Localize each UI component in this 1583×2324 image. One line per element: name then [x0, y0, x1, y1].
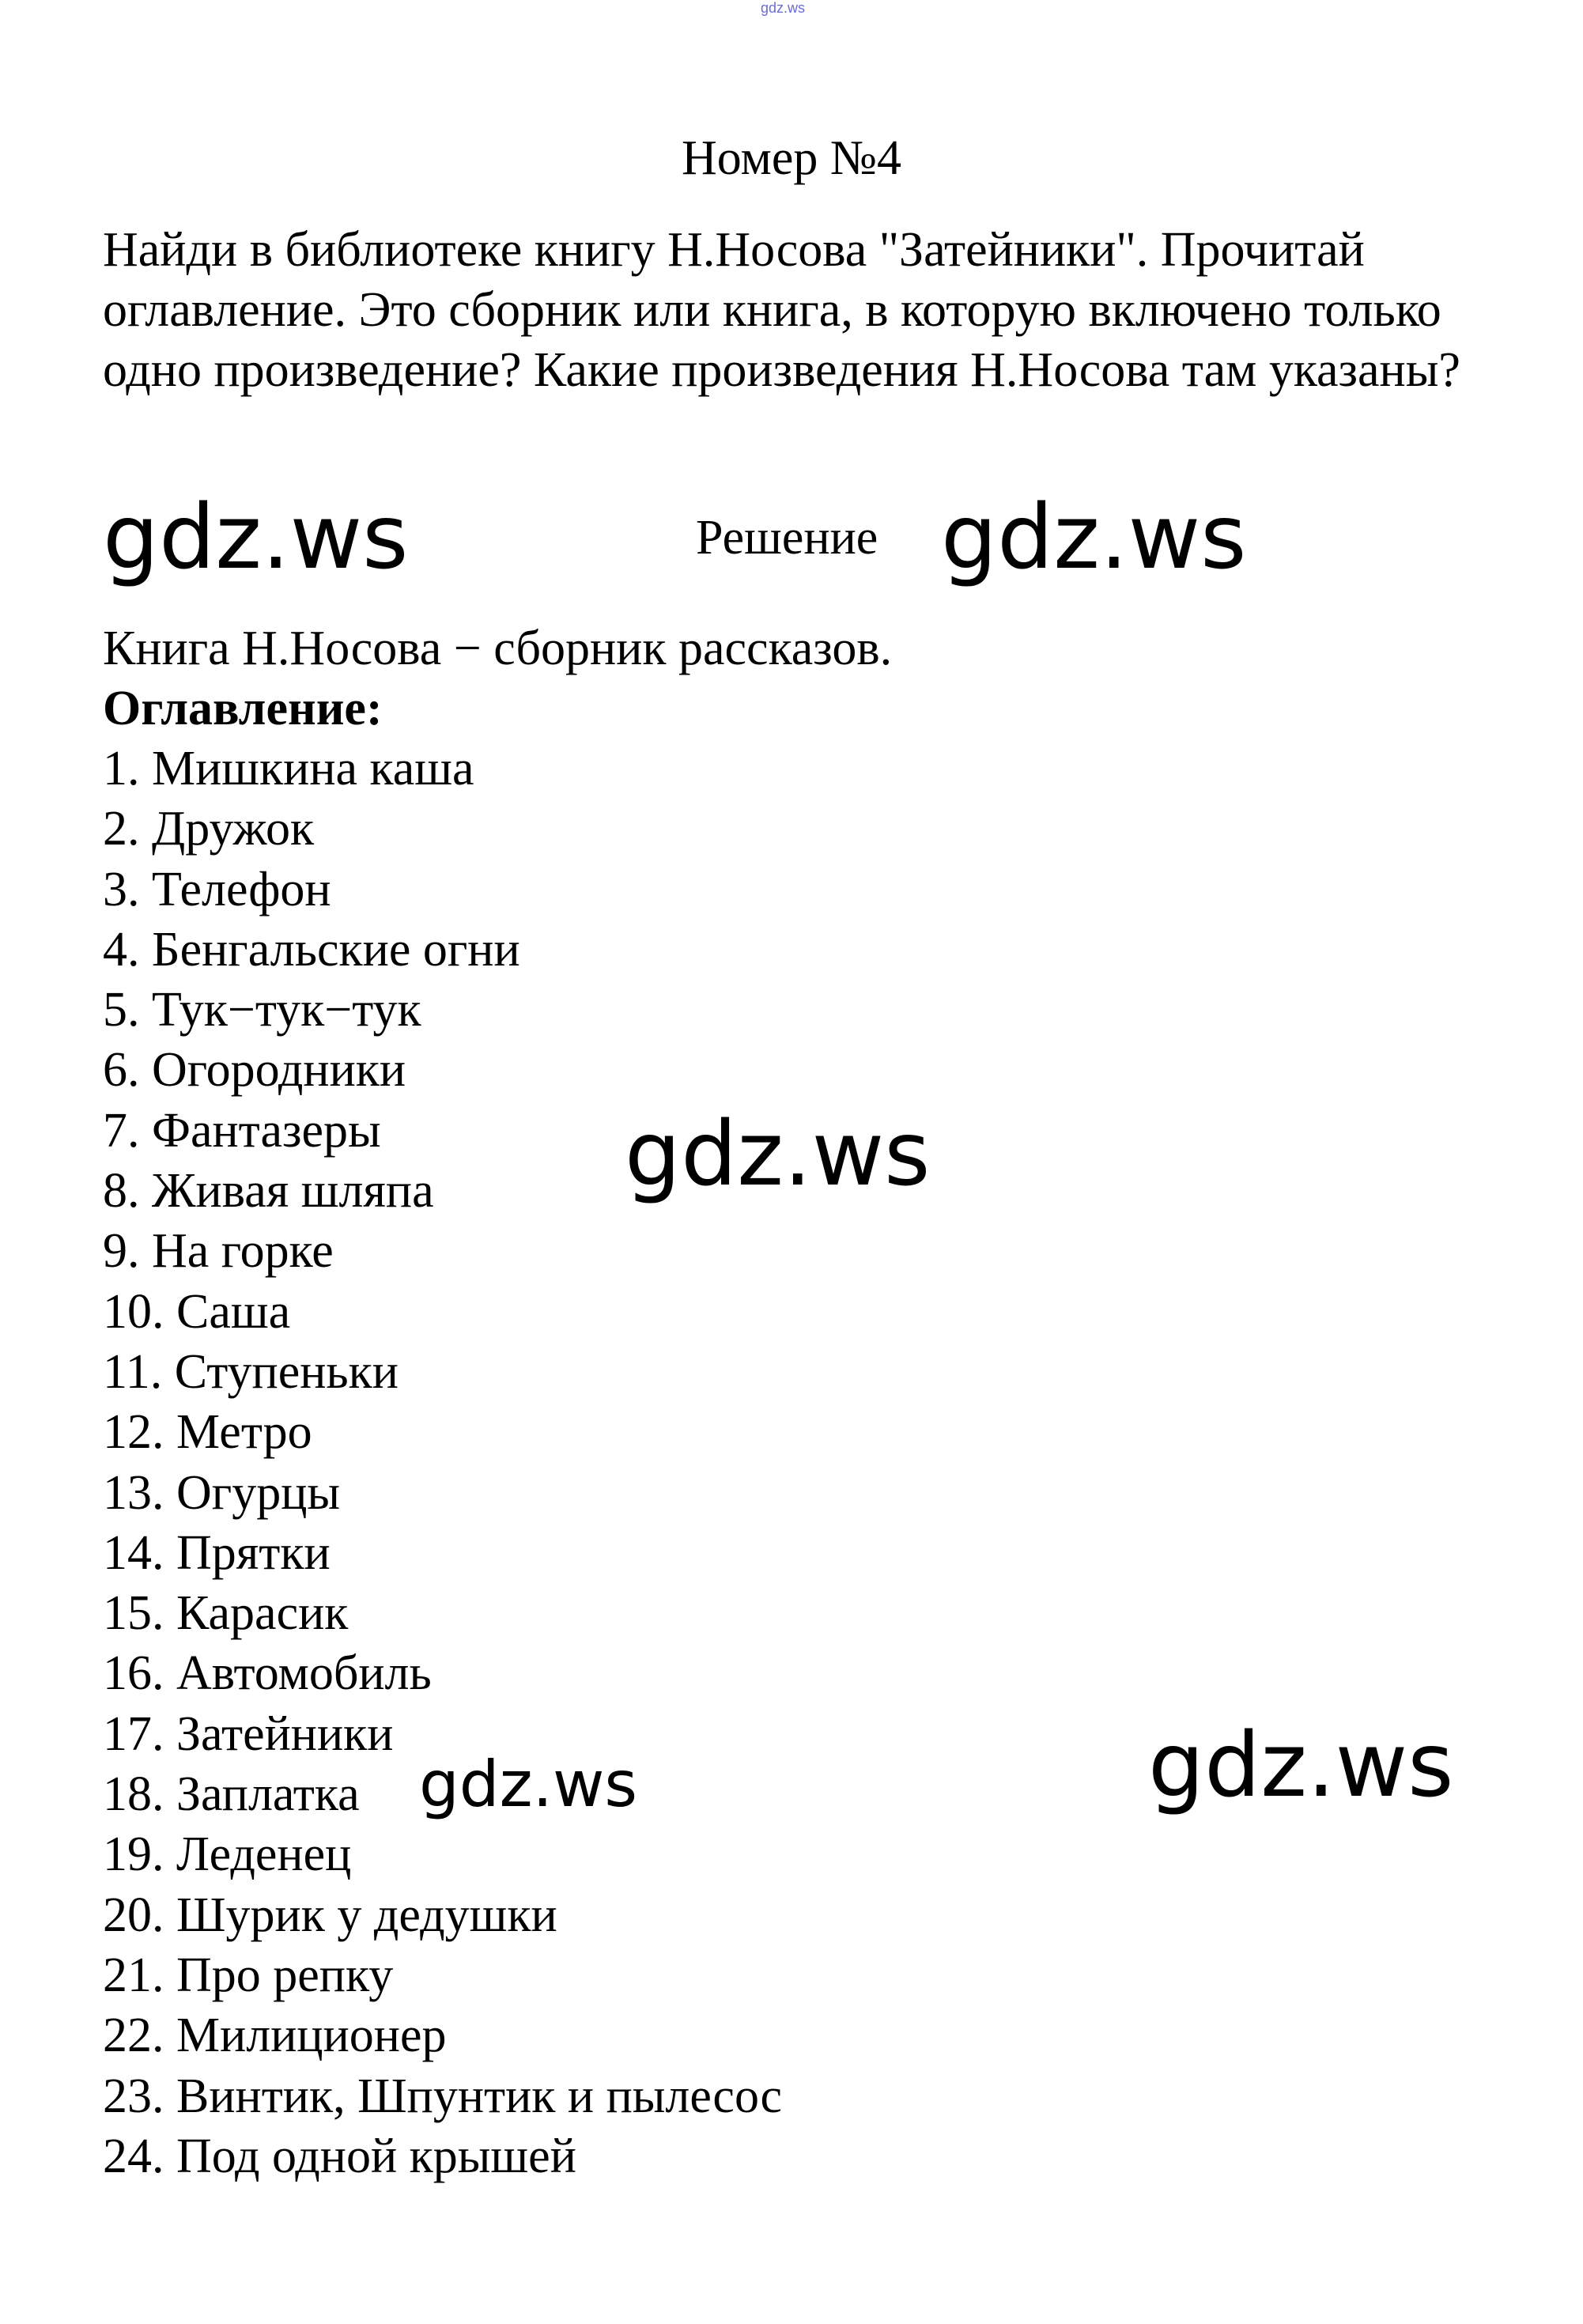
list-item: 5. Тук−тук−тук — [103, 983, 421, 1037]
task-text: Найди в библиотеке книгу Н.Носова "Затейники". Прочитай оглавление. Это сборник или книга, в которую включено только одно произведение? Какие произведения Н.Носова там указаны? — [103, 223, 1460, 397]
top-watermark: gdz.ws — [761, 0, 806, 16]
list-item: 18. Заплатка — [103, 1767, 360, 1822]
list-item: 8. Живая шляпа — [103, 1164, 434, 1219]
list-item: 2. Дружок — [103, 802, 315, 856]
watermark: gdz.ws — [419, 1748, 638, 1821]
list-item: 16. Автомобиль — [103, 1646, 432, 1701]
toc-list — [103, 739, 782, 2186]
watermark: gdz.ws — [625, 1103, 931, 1206]
toc-heading: Оглавление: — [103, 682, 383, 735]
list-item: 9. На горке — [103, 1224, 334, 1279]
list-item: 13. Огурцы — [103, 1465, 341, 1520]
list-item: 4. Бенгальские огни — [103, 922, 520, 977]
list-item: 19. Леденец — [103, 1827, 352, 1882]
list-item: 20. Шурик у дедушки — [103, 1888, 557, 1942]
list-item: 17. Затейники — [103, 1706, 394, 1761]
list-item: 11. Ступеньки — [103, 1344, 399, 1399]
page-title: Номер №4 — [681, 131, 901, 185]
list-item: 3. Телефон — [103, 862, 331, 916]
list-item: 15. Карасик — [103, 1586, 349, 1641]
list-item: 24. Под одной крышей — [103, 2129, 576, 2183]
answer-text: Книга Н.Носова − сборник рассказов. — [103, 622, 893, 675]
list-item: 14. Прятки — [103, 1525, 331, 1580]
list-item: 12. Метро — [103, 1405, 312, 1460]
watermark: gdz.ws — [941, 486, 1247, 589]
list-item: 23. Винтик, Шпунтик и пылесос — [103, 2069, 783, 2123]
watermark: gdz.ws — [103, 486, 409, 589]
watermark: gdz.ws — [1148, 1714, 1454, 1817]
list-item: 10. Саша — [103, 1284, 291, 1339]
solution-label: Решение — [696, 511, 878, 565]
list-item: 21. Про репку — [103, 1948, 394, 2002]
list-item: 22. Милиционер — [103, 2008, 447, 2063]
list-item: 6. Огородники — [103, 1043, 406, 1098]
list-item: 7. Фантазеры — [103, 1103, 381, 1158]
list-item: 1. Мишкина каша — [103, 742, 474, 795]
